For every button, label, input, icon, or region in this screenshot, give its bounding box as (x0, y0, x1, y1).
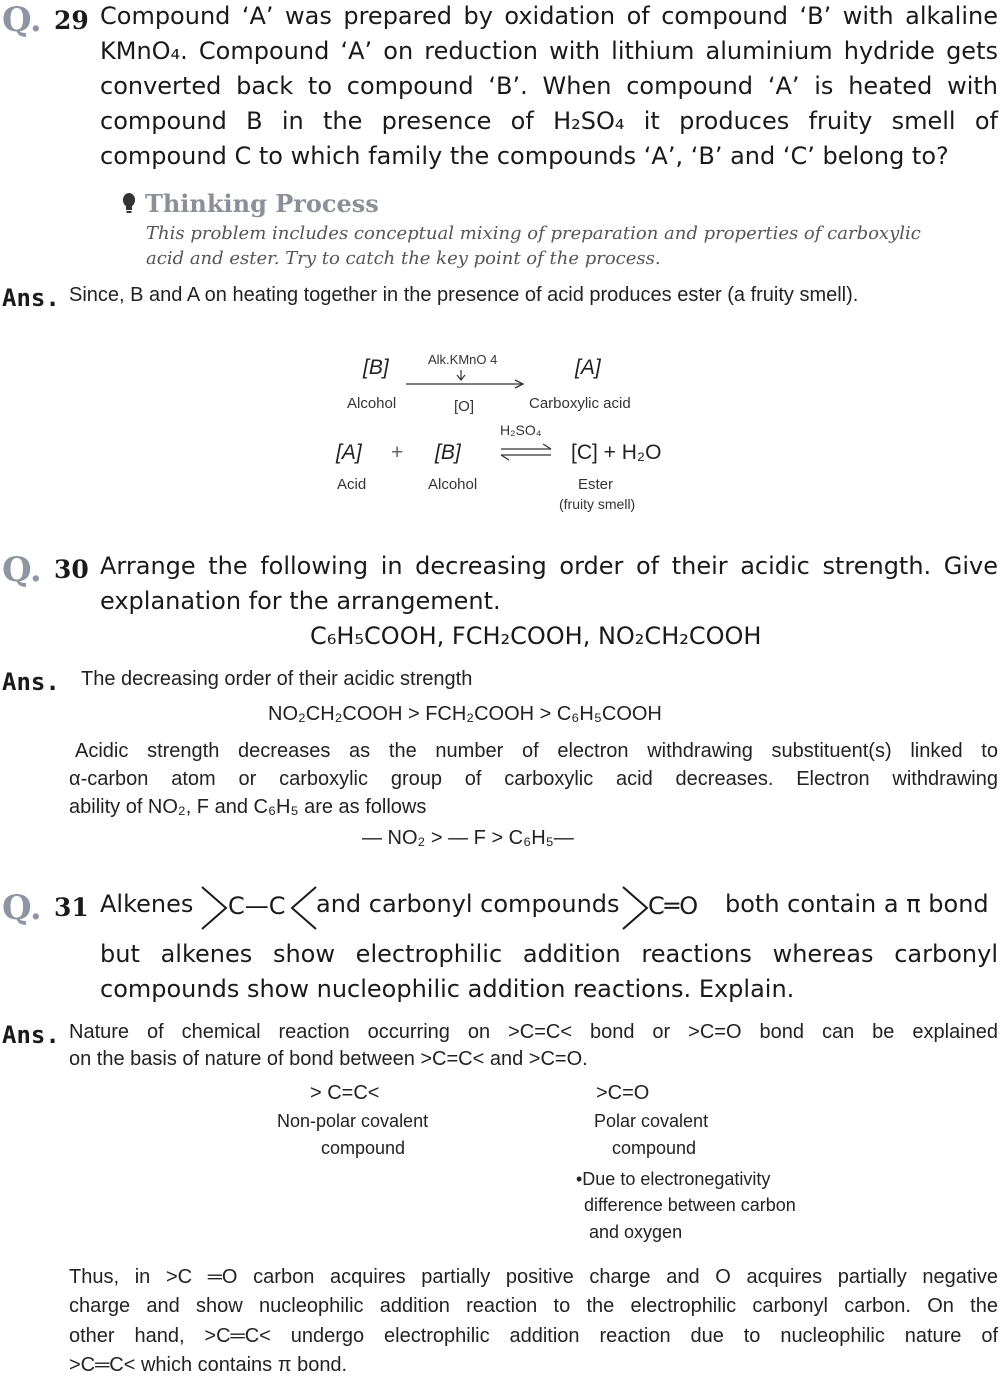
answer-label: Ans. (2, 1021, 60, 1049)
question-line: converted back to compound ‘B’. When compound ‘A’ is heated with (100, 72, 998, 100)
explanation-line: Acidic strength decreases as the number of electron withdrawing substituent(s) linked to (75, 740, 998, 762)
question-line: compound B in the presence of H₂SO₄ it produces fruity smell of (100, 107, 998, 135)
question-marker: Q. (2, 550, 42, 590)
question-line: but alkenes show electrophilic addition reactions whereas carbonyl (100, 940, 998, 968)
carbonyl-bond-label: compound (612, 1138, 697, 1158)
question-line: Compound ‘A’ was prepared by oxidation of compound ‘B’ with alkaline (100, 2, 998, 30)
alkene-formula: C—C (228, 892, 286, 920)
alcohol-label: Alcohol (428, 476, 478, 493)
product-a: [A] (575, 356, 601, 379)
question-number: 30 (54, 555, 89, 584)
alkene-bond-label: compound (321, 1138, 406, 1158)
acid-label: Acid (337, 476, 367, 493)
carbonyl-bonds (621, 885, 651, 933)
question-line: Alkenes (100, 890, 194, 918)
carbonyl-bond: >C=O (596, 1082, 650, 1104)
conclusion-line: Thus, in >C ═O carbon acquires partially positive charge and O acquires partially negative (69, 1266, 998, 1288)
thinking-text: This problem includes conceptual mixing of preparation and properties of carboxylic (146, 223, 921, 244)
thinking-text: acid and ester. Try to catch the key point of the process. (146, 248, 661, 269)
carbonyl-bond-label: Polar covalent (594, 1111, 709, 1131)
electronegativity-note: •Due to electronegativity (576, 1169, 771, 1189)
withdrawing-order: — NO₂ > — F > C₆H₅— (362, 827, 574, 849)
question-line: explanation for the arrangement. (100, 587, 501, 615)
reactant-b: [B] (363, 356, 389, 379)
plus-sign: + (391, 441, 404, 464)
catalyst: H₂SO₄ (500, 422, 542, 438)
answer-label: Ans. (2, 668, 60, 696)
reactant-a: [A] (336, 441, 362, 464)
answer-intro: The decreasing order of their acidic strength (81, 668, 473, 690)
compound-list: C₆H₅COOH, FCH₂COOH, NO₂CH₂COOH (310, 622, 762, 650)
question-line: Arrange the following in decreasing order of their acidic strength. Give (100, 552, 998, 580)
product-label: Carboxylic acid (529, 395, 631, 412)
explanation-line: α-carbon atom or carboxylic group of carboxylic acid decreases. Electron withdrawing (69, 768, 998, 790)
question-number: 29 (54, 6, 89, 35)
alkene-bond-label: Non-polar covalent (277, 1111, 429, 1131)
question-line: compound C to which family the compounds ‘A’, ‘B’ and ‘C’ belong to? (100, 142, 949, 170)
explanation-line: ability of NO₂, F and C₆H₅ are as follows (69, 796, 427, 818)
question-marker: Q. (2, 0, 42, 40)
reactant-label: Alcohol (347, 395, 397, 412)
reaction-arrow (404, 370, 528, 390)
lightbulb-icon (121, 193, 137, 215)
reagent: Alk.KMnO 4 (428, 352, 498, 367)
question-line: KMnO₄. Compound ‘A’ on reduction with lithium aluminium hydride gets (100, 37, 998, 65)
conclusion-line: other hand, >C═C< undergo electrophilic addition reaction due to nucleophilic nature of (69, 1325, 998, 1347)
answer-label: Ans. (2, 284, 60, 312)
fruity-note: (fruity smell) (559, 496, 636, 512)
electronegativity-note: difference between carbon (584, 1195, 796, 1215)
question-marker: Q. (2, 888, 42, 928)
answer-text: Since, B and A on heating together in the presence of acid produces ester (a fruity smell). (69, 284, 859, 306)
alkene-bond: > C=C< (310, 1082, 380, 1104)
oxidation-label: [O] (454, 398, 475, 415)
reactant-b: [B] (435, 441, 461, 464)
alkene-right-bonds (288, 885, 318, 933)
question-line: both contain a π bond (725, 890, 989, 918)
products: [C] + H₂O (571, 441, 662, 464)
ester-label: Ester (578, 476, 614, 493)
question-line: and carbonyl compounds (316, 890, 620, 918)
answer-line: on the basis of nature of bond between >C=C< and >C=O. (69, 1048, 588, 1070)
question-number: 31 (54, 893, 89, 922)
alkene-left-bonds (200, 885, 230, 933)
conclusion-line: charge and show nucleophilic addition reaction to the electrophilic carbonyl carbon. On the (69, 1295, 998, 1317)
question-line: compounds show nucleophilic addition reactions. Explain. (100, 975, 795, 1003)
carbonyl-formula: C═O (648, 892, 699, 920)
acidity-order: NO₂CH₂COOH > FCH₂COOH > C₆H₅COOH (268, 703, 662, 725)
electronegativity-note: and oxygen (589, 1222, 683, 1242)
thinking-process-title: Thinking Process (145, 189, 379, 218)
equilibrium-arrow (499, 443, 555, 461)
answer-line: Nature of chemical reaction occurring on >C=C< bond or >C=O bond can be explained (69, 1021, 998, 1043)
conclusion-line: >C═C< which contains π bond. (69, 1354, 348, 1376)
